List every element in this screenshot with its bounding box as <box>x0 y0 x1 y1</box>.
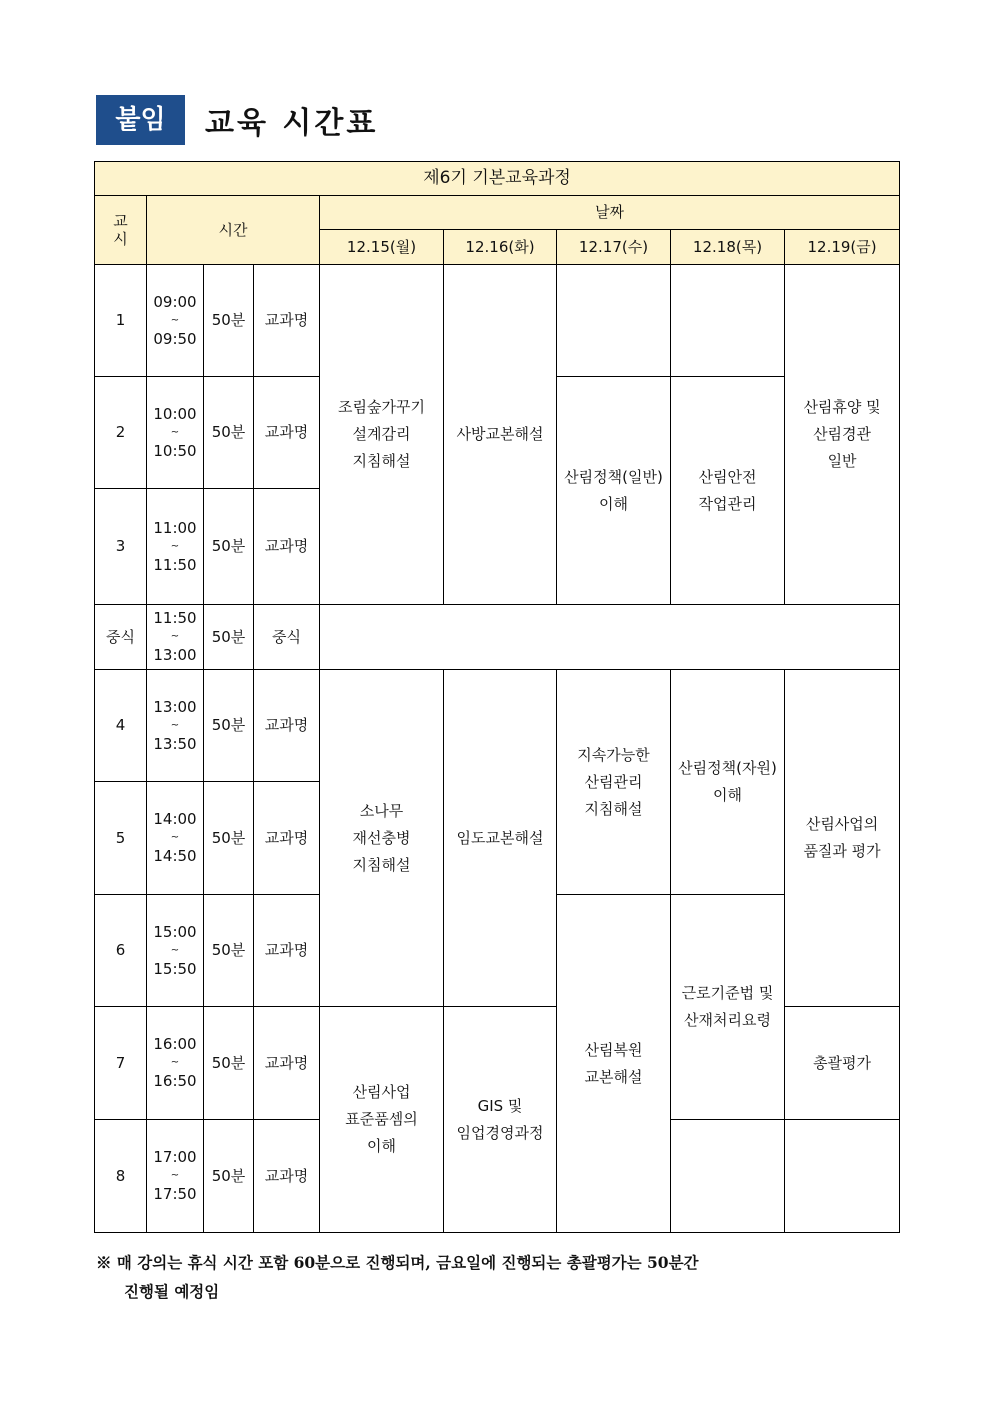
cell-wed-pm: 지속가능한 산림관리 지침해설 <box>557 670 671 895</box>
period-cell: 2 <box>95 377 147 489</box>
cell-wed-am: 산림정책(일반) 이해 <box>557 377 671 605</box>
cell-mon-am: 조림숲가꾸기 설계감리 지침해설 <box>320 265 444 605</box>
table-row <box>95 605 900 670</box>
label-cell: 교과명 <box>254 1007 320 1120</box>
end-time: 13:50 <box>153 734 197 753</box>
period-cell: 6 <box>95 895 147 1007</box>
duration-cell: 50분 <box>204 377 254 489</box>
period-cell: 5 <box>95 782 147 895</box>
time-dash: ~ <box>170 832 180 843</box>
end-time: 11:50 <box>153 555 197 574</box>
duration-cell: 50분 <box>204 895 254 1007</box>
cell-thu-1-empty <box>671 265 785 377</box>
start-time: 11:00 <box>153 518 197 537</box>
duration-cell: 50분 <box>204 489 254 605</box>
time-cell <box>147 782 204 895</box>
label-cell: 교과명 <box>254 377 320 489</box>
cell-tue-late: GIS 및 임업경영과정 <box>444 1007 557 1233</box>
page-title: 교육 시간표 <box>205 106 379 141</box>
footnote-line-2: 진행될 예정임 <box>124 1282 220 1301</box>
cell-tue-pm: 임도교본해설 <box>444 670 557 1007</box>
cell-thu-8-empty <box>671 1120 785 1233</box>
table-row <box>95 670 900 782</box>
date-wed: 12.17(수) <box>557 230 671 265</box>
cell-tue-am: 사방교본해설 <box>444 265 557 605</box>
time-dash: ~ <box>170 631 180 642</box>
label-cell: 교과명 <box>254 1120 320 1233</box>
end-time: 15:50 <box>153 959 197 978</box>
start-time: 11:50 <box>153 609 197 627</box>
start-time: 14:00 <box>153 810 197 828</box>
date-mon: 12.15(월) <box>320 230 444 265</box>
date-header: 날짜 <box>320 196 900 230</box>
end-time: 10:50 <box>153 441 197 460</box>
period-cell: 8 <box>95 1120 147 1233</box>
duration-cell: 50분 <box>204 265 254 377</box>
time-dash: ~ <box>170 1170 180 1181</box>
period-cell: 3 <box>95 489 147 605</box>
cell-thu-pm: 산림정책(자원) 이해 <box>671 670 785 895</box>
end-time: 14:50 <box>153 847 197 865</box>
table-row <box>95 265 900 377</box>
time-cell <box>147 1120 204 1233</box>
end-time: 16:50 <box>153 1072 197 1090</box>
duration-cell: 50분 <box>204 1007 254 1120</box>
duration-cell: 50분 <box>204 605 254 670</box>
start-time: 17:00 <box>153 1148 197 1166</box>
cell-fri-7: 총괄평가 <box>785 1007 900 1120</box>
document-heading <box>96 95 378 145</box>
label-cell: 교과명 <box>254 782 320 895</box>
time-dash: ~ <box>170 426 180 438</box>
label-cell: 교과명 <box>254 489 320 605</box>
time-cell <box>147 670 204 782</box>
period-cell: 7 <box>95 1007 147 1120</box>
cell-fri-8-empty <box>785 1120 900 1233</box>
start-time: 15:00 <box>153 922 197 941</box>
time-dash: ~ <box>170 314 180 326</box>
time-cell <box>147 1007 204 1120</box>
cell-mon-late: 산림사업 표준품셈의 이해 <box>320 1007 444 1233</box>
end-time: 13:00 <box>153 646 197 664</box>
time-cell <box>147 265 204 377</box>
time-header: 시간 <box>147 196 320 265</box>
label-cell: 교과명 <box>254 265 320 377</box>
start-time: 13:00 <box>153 697 197 716</box>
cell-mon-pm: 소나무 재선충병 지침해설 <box>320 670 444 1007</box>
footnote-line-1: ※ 매 강의는 휴식 시간 포함 60분으로 진행되며, 금요일에 진행되는 총괄평가는 50분간 <box>96 1253 699 1272</box>
time-cell <box>147 605 204 670</box>
cell-fri-am: 산림휴양 및 산림경관 일반 <box>785 265 900 605</box>
start-time: 10:00 <box>153 404 197 423</box>
period-header: 교 시 <box>95 196 147 265</box>
time-dash: ~ <box>170 719 180 731</box>
end-time: 17:50 <box>153 1185 197 1203</box>
schedule-table <box>94 161 900 1233</box>
cell-thu-am: 산림안전 작업관리 <box>671 377 785 605</box>
end-time: 09:50 <box>153 329 197 348</box>
period-cell: 중식 <box>95 605 147 670</box>
period-cell: 4 <box>95 670 147 782</box>
start-time: 09:00 <box>153 292 197 311</box>
time-dash: ~ <box>170 944 180 956</box>
footnote <box>96 1248 906 1306</box>
attachment-badge: 붙임 <box>96 95 185 145</box>
duration-cell: 50분 <box>204 670 254 782</box>
time-cell <box>147 895 204 1007</box>
cell-thu-late: 근로기준법 및 산재처리요령 <box>671 895 785 1120</box>
cell-wed-1-empty <box>557 265 671 377</box>
time-cell <box>147 377 204 489</box>
label-cell: 교과명 <box>254 895 320 1007</box>
period-cell: 1 <box>95 265 147 377</box>
cell-wed-late: 산림복원 교본해설 <box>557 895 671 1233</box>
lunch-empty-cell <box>320 605 900 670</box>
date-fri: 12.19(금) <box>785 230 900 265</box>
course-title: 제6기 기본교육과정 <box>95 162 900 196</box>
duration-cell: 50분 <box>204 1120 254 1233</box>
time-dash: ~ <box>170 540 180 552</box>
label-cell: 교과명 <box>254 670 320 782</box>
start-time: 16:00 <box>153 1035 197 1053</box>
cell-fri-pm: 산림사업의 품질과 평가 <box>785 670 900 1007</box>
label-cell: 중식 <box>254 605 320 670</box>
date-tue: 12.16(화) <box>444 230 557 265</box>
duration-cell: 50분 <box>204 782 254 895</box>
time-dash: ~ <box>170 1057 180 1068</box>
time-cell <box>147 489 204 605</box>
date-thu: 12.18(목) <box>671 230 785 265</box>
